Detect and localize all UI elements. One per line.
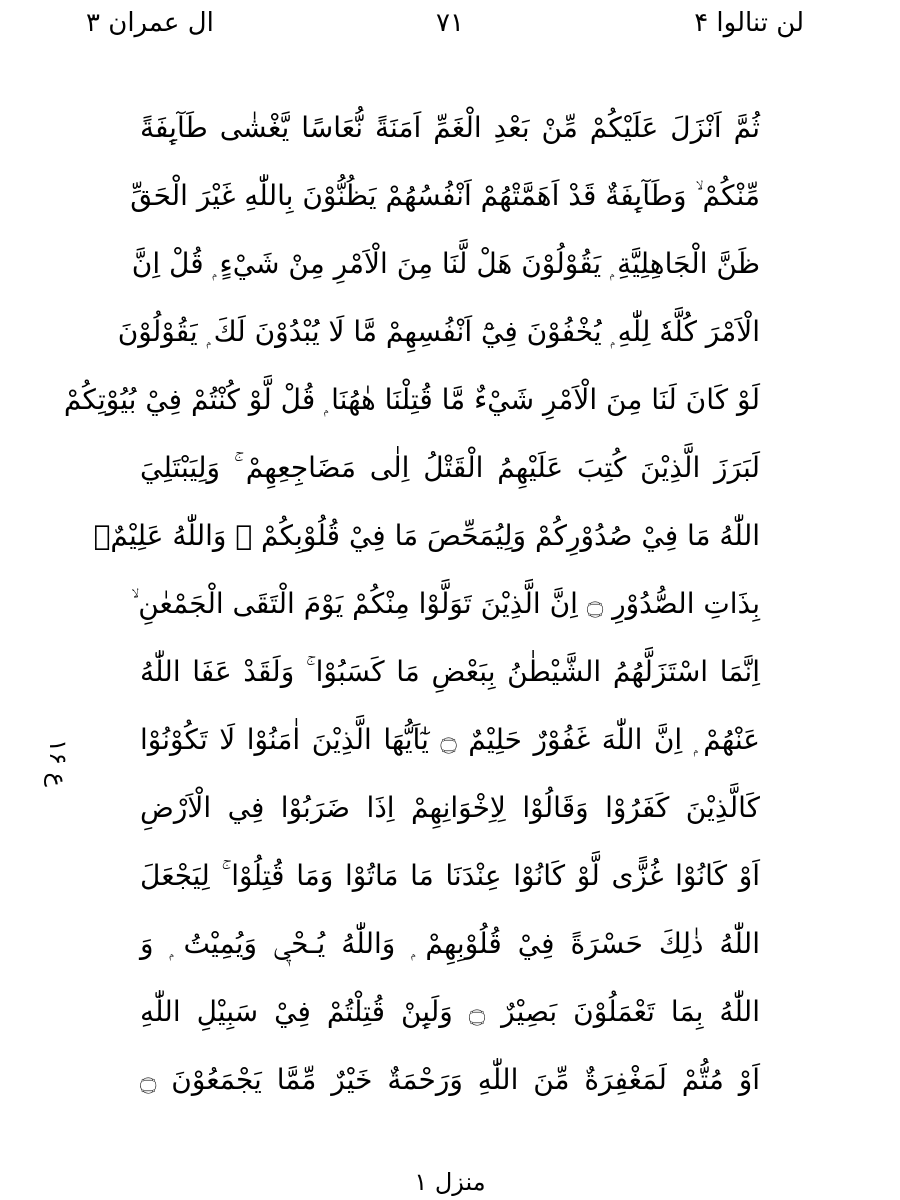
ruku-marker [40, 718, 76, 808]
manzil-footer: منزل ۱ [414, 1168, 486, 1196]
verse-line: لَبَرَزَ الَّذِيْنَ كُتِبَ عَلَيْهِمُ الْقَتْلُ اِلٰى مَضَاجِعِهِمْ ۚ وَلِيَبْتَلِيَ [140, 451, 760, 484]
verse-text-block [63, 94, 760, 1114]
verse-line: اللّٰهُ بِمَا تَعْمَلُوْنَ بَصِيْرٌ ۝ وَلَىِٕنْ قُتِلْتُمْ فِيْ سَبِيْلِ اللّٰهِ [140, 995, 760, 1028]
verse-line: اللّٰهُ مَا فِيْ صُدُوْرِكُمْ وَلِيُمَحِّصَ مَا فِيْ قُلُوْبِكُمْ ۭ وَاللّٰهُ عَلِيْمٌۢ [93, 519, 760, 552]
verse-line: ثُمَّ اَنْزَلَ عَلَيْكُمْ مِّنْ بَعْدِ الْغَمِّ اَمَنَةً نُّعَاسًا يَّغْشٰى طَآىِٕفَةً [140, 111, 760, 144]
verse-line: لَوْ كَانَ لَنَا مِنَ الْاَمْرِ شَيْءٌ مَّا قُتِلْنَا هٰهُنَا ۭ قُلْ لَّوْ كُنْتُمْ فِيْ بُيُوْتِكُمْ [63, 383, 760, 416]
verse-line: اِنَّمَا اسْتَزَلَّهُمُ الشَّيْطٰنُ بِبَعْضِ مَا كَسَبُوْا ۚ وَلَقَدْ عَفَا اللّٰهُ [140, 655, 760, 688]
verse-line: الْاَمْرَ كُلَّهٗ لِلّٰهِ ۭ يُخْفُوْنَ فِيْٓ اَنْفُسِهِمْ مَّا لَا يُبْدُوْنَ لَكَ ۭ يَقُوْلُوْنَ [117, 315, 760, 348]
verse-line: ظَنَّ الْجَاهِلِيَّةِ ۭ يَقُوْلُوْنَ هَلْ لَّنَا مِنَ الْاَمْرِ مِنْ شَيْءٍ ۭ قُلْ اِنَّ [131, 247, 760, 280]
surah-name-header: ال عمران ۳ [86, 8, 214, 38]
verse-line: اللّٰهُ ذٰلِكَ حَسْرَةً فِيْ قُلُوْبِهِمْ ۭ وَاللّٰهُ يُـحْيٖ وَيُمِيْتُ ۭ وَ [140, 927, 760, 960]
verse-line: اَوْ كَانُوْا غُزًّى لَّوْ كَانُوْا عِنْدَنَا مَا مَاتُوْا وَمَا قُتِلُوْا ۚ لِيَجْعَلَ [140, 859, 760, 892]
ruku-marker-text: ع ۱۶ [44, 739, 73, 787]
page-number: ۷۱ [436, 8, 464, 38]
verse-line: بِذَاتِ الصُّدُوْرِ ۝ اِنَّ الَّذِيْنَ تَوَلَّوْا مِنْكُمْ يَوْمَ الْتَقَى الْجَمْعٰنِ ۙ [131, 587, 760, 620]
verse-line: مِّنْكُمْ ۙ وَطَآىِٕفَةٌ قَدْ اَهَمَّتْهُمْ اَنْفُسُهُمْ يَظُنُّوْنَ بِاللّٰهِ غَيْرَ الْحَقِّ [130, 179, 760, 212]
verse-line: كَالَّذِيْنَ كَفَرُوْا وَقَالُوْا لِاِخْوَانِهِمْ اِذَا ضَرَبُوْا فِي الْاَرْضِ [140, 791, 760, 824]
verse-line: عَنْهُمْ ۭ اِنَّ اللّٰهَ غَفُوْرٌ حَلِيْمٌ ۝ يٰٓاَيُّھَا الَّذِيْنَ اٰمَنُوْا لَا تَكُوْنُوْا [140, 723, 760, 756]
part-name-header: لن تنالوا ۴ [694, 8, 804, 38]
verse-line: اَوْ مُتُّمْ لَمَغْفِرَةٌ مِّنَ اللّٰهِ وَرَحْمَةٌ خَيْرٌ مِّمَّا يَجْمَعُوْنَ ۝ [140, 1063, 760, 1096]
